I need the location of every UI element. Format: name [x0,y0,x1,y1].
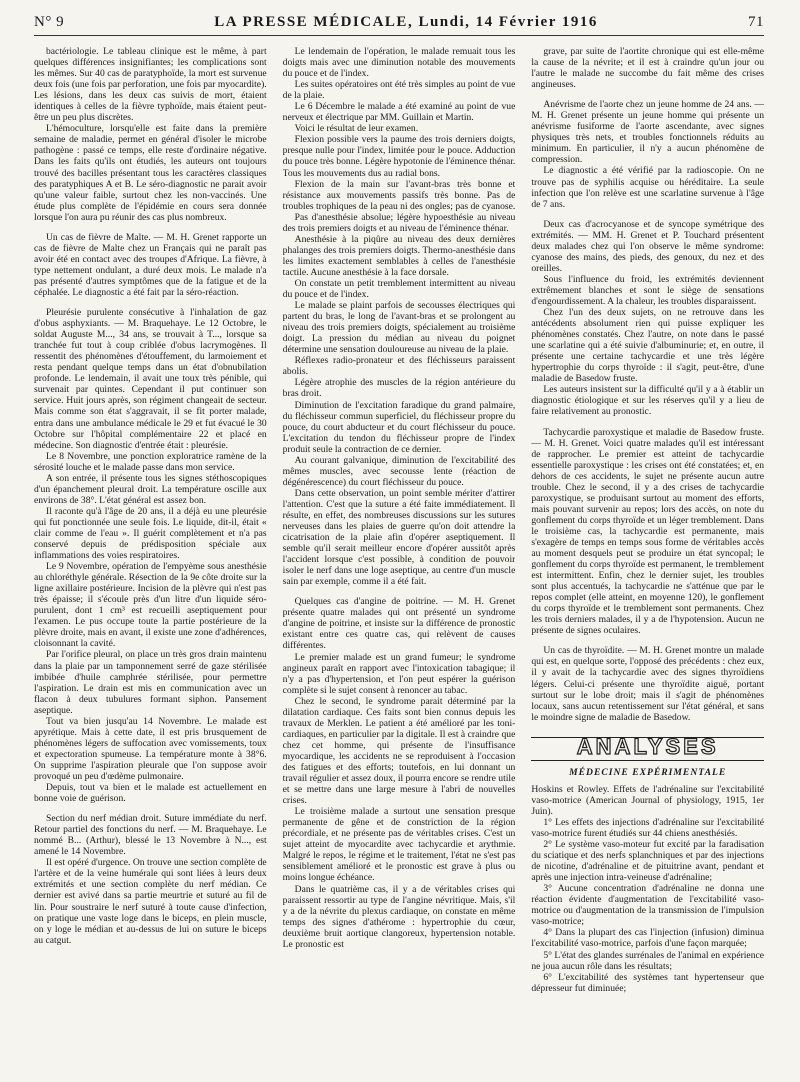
paragraph: Le premier malade est un grand fumeur; le syndrome angineux paraît en rapport avec l'intoxication tabagique; il n'y a pas d'hypertension, et l'on peut espérer la guérison complète si le sujet consent à renoncer au tabac. [282,651,516,696]
paragraph: Depuis, tout va bien et le malade est actuellement en bonne voie de guérison. [34,782,267,805]
paragraph: Dans cette observation, un point semble mériter d'attirer l'attention. C'est que la suture a été faite immédiatement. Il résulte, en effet, des nombreuses discussions sur les sutures nerveuses dans les plaies de guerre qu'on doit attendre la cicatrisation de la plaie afin d'opérer aseptiquement. Il semble qu'il serait meilleur encore d'opérer aussitôt après l'accident lorsque c'est possible, à condition de pouvoir isoler le nerf dans une loge aseptique, au centre d'un muscle sain par exemple, comme il a été fait. [282,487,516,588]
paragraph: Sous l'influence du froid, les extrémités deviennent extrêmement blanches et sont le siège de sensations d'engourdissement. A la chaleur, les troubles disparaissent. [531,273,764,307]
paragraph: L'hémoculture, lorsqu'elle est faite dans la première semaine de maladie, permet en général d'isoler le microbe pathogène : passé ce temps, elle reste d'ordinaire négative. Dans les faits qu'ils ont étudiés, les auteurs ont toujours trouvé des bacilles présentant tous les caractères classiques des paratyphiques A et B. Le séro-diagnostic ne parait avoir qu'une valeur faible, surtout chez les non-vaccinés. Une étude plus complète de l'épidémie en cours sera donnée lorsque l'on aura pu réunir des cas plus nombreux. [34,123,267,223]
paragraph: Voici le résultat de leur examen. [294,123,419,135]
paragraph: Légère atrophie des muscles de la région antérieure du bras droit. [282,377,516,400]
paragraph: Il est opéré d'urgence. On trouve une section complète de l'artère et de la veine humérale qui sont liées à leurs deux extrémités et une section complète du nerf médian. Ce dernier est avivé dans sa partie meurtrie et suturé au fil de lin. Pour soustraire le nerf suturé à toute cause d'infection, on pratique une vaste loge dans le biceps, en plein muscle, on y loge le médian et au-dessus de lui on suture le biceps au catgut. [34,857,267,946]
paragraph: Chez l'un des deux sujets, on ne retrouve dans les antécédents absolument rien qui puisse expliquer les phénomènes constatés. Chez l'autre, on note dans le passé une scarlatine qui a été suivie d'albuminurie; et, en outre, il présente une certaine tachycardie et une très légère hypertrophie du corps thyroïde : il s'agit, peut-être, d'une maladie de Basedow fruste. [531,307,764,385]
paragraph: Le lendemain de l'opération, le malade remuait tous les doigts mais avec une diminution notable des mouvements du pouce et de l'index. [282,46,516,80]
column-middle [283,46,516,1082]
analyses-banner [531,733,764,761]
column-right [531,46,764,1082]
paragraph: Il raconte qu'à l'âge de 20 ans, il a déjà eu une pleurésie qui fut ponctionnée une seule fois. Le liquide, dit-il, était « clair comme de l'eau ». Il guérit complètement et n'a pas conservé depuis de prédisposition spéciale aux inflammations des voies respiratoires. [34,505,267,562]
paragraph: Tout va bien jusqu'au 14 Novembre. Le malade est apyrétique. Mais à cette date, il est pris brusquement de phénomènes légers de suffocation avec vomissements, toux et expectoration spumeuse. La température monte à 38°6. On supprime l'aspiration pleurale que l'on suppose avoir provoqué un peu d'œdème pulmonaire. [34,715,267,782]
paragraph: Les auteurs insistent sur la difficulté qu'il y a à établir un diagnostic étiologique et sur les réserves qu'il y a lieu de faire relativement au pronostic. [531,384,764,418]
page-header [34,14,764,36]
paragraph: bactériologie. Le tableau clinique est le même, à part quelques différences insignifiantes; les complications sont les mêmes. Sur 40 cas de paratyphoïde, la mort est survenue deux fois (une fois par perforation, une fois par myocardite). Les lésions, dans les deux cas suivis de mort, étaient identiques à celles de la fièvre typhoïde, mais étaient peut-être un peu plus discrètes. [34,46,267,124]
paragraph: Tachycardie paroxystique et maladie de Basedow fruste. — M. H. Grenet. Voici quatre malades qu'il est intéressant de rapprocher. Le premier est atteint de tachycardie essentielle paroxystique : les crises ont été constatées; et, en dehors de ces accidents, le sujet ne présente aucun autre trouble. Chez le second, il y a des crises de tachycardie paroxystique, se produisant surtout au moment des efforts, mais pouvant survenir au repos; lors des accès, on note du gonflement du corps thyroïde et un léger tremblement. Dans le troisième cas, la tachycardie est permanente, mais s'exagère de temps en temps sous forme de véritables accès au moment desquels peut se produire un état syncopal; le gonflement du corps thyroïde est permanent, le tremblement est intermittent. Enfin, chez le dernier sujet, les troubles sont plus accentués, la tachycardie ne s'atténue que par le repos complet (elle atteint, en moyenne 120), le gonflement du corps thyroïde et le tremblement sont permanents. Chez les trois derniers malades, il y a de l'hypotension. Aucun ne présente de signes oculaires. [531,426,764,637]
analysis-item: 1° Les effets des injections d'adrénaline sur l'excitabilité vaso-motrice furent étudiés sur 44 chiens anesthésiés. [531,816,764,839]
paragraph: Chez le second, le syndrome parait déterminé par la dilatation cardiaque. Ces faits sont bien connus depuis les travaux de Merklen. Le patient a été amélioré par les toni-cardiaques, en particulier par la digitale. Il est à craindre que chez cet homme, qui présente de l'insuffisance myocardique, les accidents ne se reproduisent à l'occasion des fatigues et des efforts; toutefois, en lui donnant un travail régulier et assez doux, il pourra encore se rendre utile et se mettre dans une large mesure à l'abri de nouvelles crises. [282,695,516,807]
analysis-item: 2° Le système vaso-moteur fut excité par la faradisation du sciatique et des nerfs splanchniques et par des injections de nicotine, d'adrénaline et de pituitrine avant, pendant et après une injection intra-veineuse d'adrénaline; [531,839,764,884]
paragraph: Pas d'anesthésie absolue; légère hypoesthésie au niveau des trois premiers doigts et au niveau de l'éminence thénar. [282,211,516,234]
paragraph: Par l'orifice pleural, on place un très gros drain maintenu dans la plaie par un tamponnement serré de gaze stérilisée imbibée d'huile camphrée stérilisée, pour permettre l'aspiration. Le drain est mis en communication avec un flacon à deux tubulures formant siphon. Pansement aseptique. [34,649,267,716]
paragraph: Le 6 Décembre le malade a été examiné au point de vue nerveux et électrique par MM. Guillain et Martin. [282,101,516,124]
paragraph: Deux cas d'acrocyanose et de syncope symétrique des extrémités. — MM. H. Grenet et P. Touchard présentent deux malades chez qui l'on observe le même syndrome: cyanose des mains, des pieds, des genoux, du nez et des oreilles. [531,218,764,274]
paragraph: Diminution de l'excitation faradique du grand palmaire, du fléchisseur commun superficiel, du fléchisseur propre du pouce, du court abducteur et du court fléchisseur du pouce. L'excitation du tendon du fléchisseur propre de l'index produit seule la contraction de ce dernier. [282,399,516,455]
paragraph: Pleurésie purulente consécutive à l'inhalation de gaz d'obus asphyxiants. — M. Braquehaye. Le 12 Octobre, le soldat Auguste M..., 34 ans, se trouvait à T..., lorsque sa tranchée fut tout à coup criblée d'obus lacrymogènes. Il ressentit des phénomènes d'étouffement, du larmoiement et resta pendant quelque temps dans un état d'obnubilation profonde. Le lendemain, il avait une toux très pénible, qui survenait par quintes. Cependant il put continuer son service. Huit jours après, son régiment changeait de secteur. Mais comme son état s'aggravait, il se fit porter malade, entra dans une ambulance médicale le 29 et fut évacué le 30 Octobre sur l'hôpital complémentaire 22 et placé en médecine. Son diagnostic d'entrée était : pleurésie. [34,307,267,451]
column-right-notes [531,46,764,723]
paragraph: Le malade se plaint parfois de secousses électriques qui partent du bras, le long de l'avant-bras et se prolongent au niveau des trois premiers doigts, spécialement au troisième doigt. La pression du médian au niveau du poignet détermine une sensation douloureuse au niveau de la plaie. [282,300,516,356]
issue-number: N° 9 [34,14,65,30]
paragraph: Le troisième malade a surtout une sensation presque permanente de gêne et de constriction de la région précordiale, et ne présente pas de véritables crises. C'est un sujet atteint de myocardite avec tachycardie et arythmie. Malgré le repos, le régime et le traitement, l'état ne s'est pas sensiblement amélioré et le pronostic est grave à plus ou moins longue échéance. [282,806,516,884]
paragraph: Anesthésie à la piqûre au niveau des deux dernières phalanges des trois premiers doigts. Thermo-anesthésie dans les limites exactement semblables à celles de l'anesthésie tactile. Aucune anesthésie à la face dorsale. [282,233,516,278]
page-number: 71 [747,14,764,30]
paragraph: Réflexes radio-pronateur et des fléchisseurs paraissent abolis. [282,355,516,378]
paragraph: Dans le quatrième cas, il y a de véritables crises qui paraissent ressortir au type de l'angine névritique. Mais, s'il y a de la névrite du plexus cardiaque, on constate en même temps des signes d'athérome : hypertrophie du cœur, deuxième bruit aortique clangoreux, hypertension notable. Le pronostic est [282,883,516,950]
paragraph: Anévrisme de l'aorte chez un jeune homme de 24 ans. — M. H. Grenet présente un jeune homme qui présente un anévrisme fusiforme de l'aorte ascendante, avec signes physiques très nets, et troubles fonctionnels réduits au minimum. En particulier, il n'y a aucun phénomène de compression. [531,99,764,166]
analysis-item: 4° Dans la plupart des cas l'injection (infusion) diminua l'excitabilité vaso-motrice, parfois d'une façon marquée; [531,927,764,950]
journal-title: LA PRESSE MÉDICALE, Lundi, 14 Février 1916 [214,14,598,30]
paragraph: grave, par suite de l'aortite chronique qui est elle-même la cause de la névrite; et il est à craindre qu'un jour ou l'autre le malade ne succombe du fait même des crises angineuses. [531,46,764,91]
analysis-items [531,817,764,994]
paragraph: Section du nerf médian droit. Suture immédiate du nerf. Retour partiel des fonctions du nerf. — M. Braquehaye. Le nommé B... (Arthur), blessé le 13 Novembre à N..., est amené le 14 Novembre. [34,813,267,858]
text-columns [34,46,764,1082]
paragraph: Le diagnostic a été vérifié par la radioscopie. On ne trouve pas de syphilis acquise ou héréditaire. La seule infection que l'on relève est une scarlatine survenue à l'âge de 7 ans. [531,165,764,210]
paragraph: On constate un petit tremblement intermittent au niveau du pouce et de l'index. [282,277,516,301]
analyses-title: ANALYSES [576,733,719,759]
paragraph: Au courant galvanique, diminution de l'excitabilité des mêmes muscles, avec secousse lente (réaction de dégénérescence) du court fléchisseur du pouce. [282,454,516,488]
analysis-item: 5° L'état des glandes surrénales de l'animal en expérience ne joua aucun rôle dans les résultats; [531,949,764,972]
analysis-reference: Hoskins et Rowley. Effets de l'adrénaline sur l'excitabilité vaso-motrice (American Journal of physiology, 1915, 1er Juin). [531,783,764,817]
column-left [34,46,267,1082]
paragraph: Un cas de fièvre de Malte. — M. H. Grenet rapporte un cas de fièvre de Malte chez un Français qui ne paraît pas avoir été en contact avec des troupes d'Afrique. La fièvre, à type nettement ondulant, a duré deux mois. Le malade n'a pas présenté d'autres symptômes que de la fatigue et de la céphalée. Le diagnostic a été fait par la séro-réaction. [34,231,267,298]
paragraph: Le 9 Novembre, opération de l'empyème sous anesthésie au chloréthyle générale. Résection de la 9e côte droite sur la ligne axillaire postérieure. Incision de la plèvre qui n'est pas très épaisse; il s'écoule près d'un litre d'un liquide séro-purulent, dont 1 cm³ est recueilli aseptiquement pour l'examen. Le pus occupe toute la partie postérieure de la plèvre droite, mais en avant, il existe une zone d'adhérences, cloisonnant la cavité. [34,561,267,650]
paragraph: Le 8 Novembre, une ponction exploratrice ramène de la sérosité louche et le malade passe dans mon service. [34,450,267,473]
paragraph: Un cas de thyroïdite. — M. H. Grenet montre un malade qui est, en quelque sorte, l'opposé des précédents : chez eux, il y avait de la tachycardie avec des signes thyroïdiens légers. Celui-ci présente une thyroïdite aiguë, portant surtout sur le lobe droit; mais il s'agit de phénomènes locaux, sans aucun retentissement sur l'état général, et sans le moindre signe de maladie de Basedow. [531,645,764,723]
paragraph: A son entrée, il présente tous les signes stéthoscopiques d'un épanchement pleural droit. La température oscille aux environs de 38°. L'état général est assez bon. [34,472,267,506]
section-heading: MÉDECINE EXPÉRIMENTALE [569,766,727,778]
paragraph: Flexion possible vers la paume des trois derniers doigts, presque nulle pour l'index, limitée pour le pouce. Adduction du pouce très bonne. Légère hypotonie de l'éminence thénar. Tous les mouvements dus au radial bons. [282,134,516,179]
paragraph: Les suites opératoires ont été très simples au point de vue de la plaie. [282,79,516,102]
analysis-item: 6° L'excitabilité des systèmes tant hypertenseur que dépresseur fut diminuée; [531,971,764,994]
paragraph: Quelques cas d'angine de poitrine. — M. H. Grenet présente quatre malades qui ont présenté un syndrome d'angine de poitrine, et insiste sur la différence de pronostic existant entre ces quatre cas, qui relèvent de causes différentes. [282,596,516,652]
paragraph: Flexion de la main sur l'avant-bras très bonne et résistance aux mouvements passifs très bonne. Pas de troubles trophiques de la peau ni des ongles; pas de cyanose. [282,178,516,212]
analysis-item: 3° Aucune concentration d'adrénaline ne donna une réaction évidente d'augmentation de l'excitabilité vaso-motrice ou d'augmentation de la transmission de l'impulsion vaso-motrice; [531,883,764,928]
